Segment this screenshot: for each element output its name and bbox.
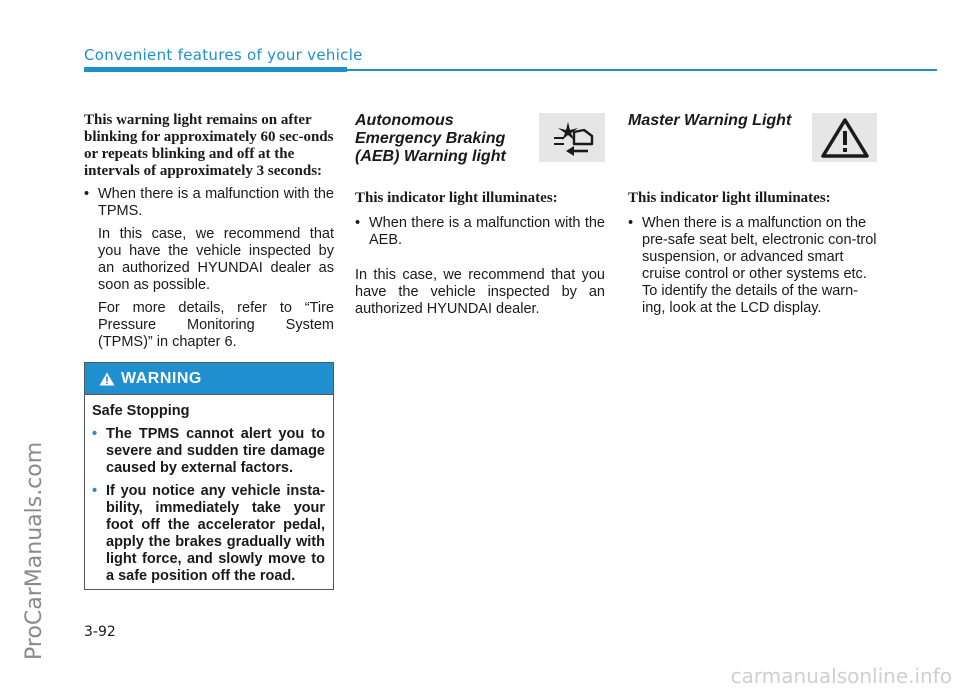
aeb-bullet: • When there is a malfunction with the AEB. bbox=[355, 215, 605, 249]
page-number: 3-92 bbox=[84, 624, 116, 640]
warning-box bbox=[84, 362, 334, 590]
aeb-icon-graphic bbox=[544, 118, 600, 158]
warning-header bbox=[85, 363, 333, 395]
tpms-para-2: For more details, refer to “Tire Pressure Monitoring System (TPMS)” in chapter 6. bbox=[98, 300, 334, 350]
tpms-bullet-list bbox=[84, 186, 334, 220]
master-warning-triangle-icon bbox=[812, 113, 877, 162]
master-warning-icon-graphic bbox=[820, 117, 870, 159]
warning-body bbox=[85, 395, 333, 585]
warning-item: • If you notice any vehicle insta-bility, immediately take your foot off the accelerator pedal, apply the brakes gradually with light force, and slowly move to a safe position off the road. bbox=[92, 483, 325, 585]
bottom-watermark: carmanualsonline.info bbox=[730, 664, 952, 688]
aeb-intro: This indicator light illuminates: bbox=[355, 190, 558, 206]
warning-item: • The TPMS cannot alert you to severe and sudden tire damage caused by external factors. bbox=[92, 426, 325, 477]
tpms-para-1: In this case, we recommend that you have the vehicle inspected by an authorized HYUNDAI dealer as soon as possible. bbox=[98, 226, 334, 293]
master-warning-bullet-list bbox=[628, 215, 878, 317]
aeb-warning-icon bbox=[539, 113, 605, 162]
master-warning-heading: Master Warning Light bbox=[628, 112, 792, 129]
warning-label: WARNING bbox=[121, 369, 202, 387]
tpms-intro: This warning light remains on after blinking for approximately 60 sec-onds or repeats blinking and off at the intervals of approximately 3 seconds: bbox=[84, 112, 334, 179]
side-watermark: ProCarManuals.com bbox=[22, 441, 47, 660]
aeb-heading: Autonomous Emergency Braking (AEB) Warning light bbox=[355, 112, 506, 165]
header-rule-thin bbox=[347, 69, 937, 71]
aeb-para: In this case, we recommend that you have the vehicle inspected by an authorized HYUNDAI dealer. bbox=[355, 267, 605, 317]
aeb-bullet-list bbox=[355, 215, 605, 249]
header-rule-thick bbox=[84, 67, 347, 72]
tpms-bullet: • When there is a malfunction with the TPMS. bbox=[84, 186, 334, 220]
warning-triangle-icon bbox=[99, 372, 115, 386]
column-tpms bbox=[84, 112, 334, 351]
master-warning-intro: This indicator light illuminates: bbox=[628, 190, 831, 206]
master-warning-bullet: • When there is a malfunction on the pre-safe seat belt, electronic con-trol suspension, or advanced smart cruise control or other systems etc. To identify the details of the warn-ing, look at the LCD display. bbox=[628, 215, 878, 317]
warning-list bbox=[92, 426, 325, 585]
section-title: Convenient features of your vehicle bbox=[84, 46, 363, 64]
warning-subtitle: Safe Stopping bbox=[92, 403, 190, 419]
